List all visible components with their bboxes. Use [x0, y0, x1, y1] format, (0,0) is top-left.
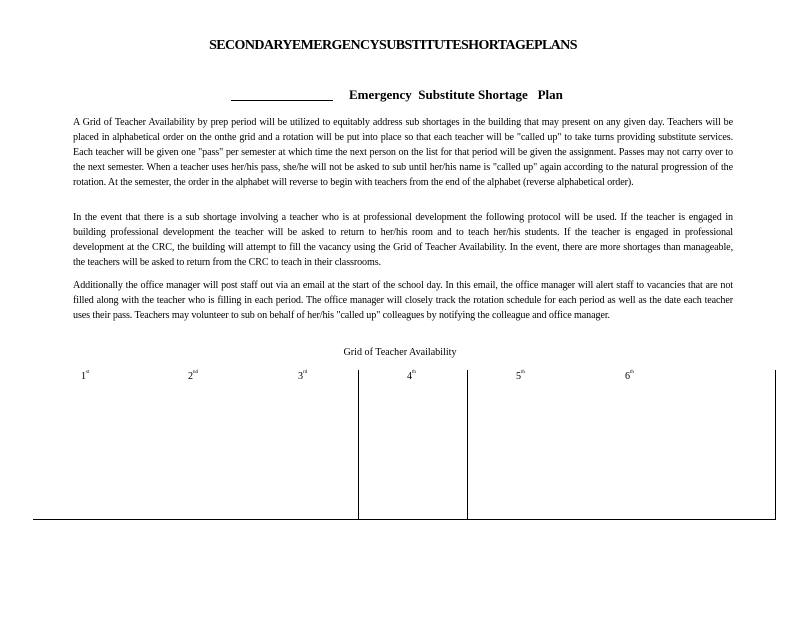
period-header-3: 3rd	[298, 370, 308, 382]
grid-bottom-border	[33, 519, 776, 520]
subheading	[0, 86, 800, 106]
period-header-1: 1st	[81, 370, 90, 382]
subheading-part2: Shortage Plan	[478, 87, 563, 102]
grid-divider	[358, 370, 359, 520]
paragraph-availability-grid: A Grid of Teacher Availability by prep period will be utilized to equitably address sub shortages in the building that may present on any given day. Teachers will be placed in alphabetical order on the onthe grid and a rotation will be put into place so that each teacher will be "called up" to take turns providing substitute services. Each teacher will be given one "pass" per semester at which time the next person on the list for that period will be given the assignment. Passes may not carry over to the next semester. When a teacher uses her/his pass, she/he will not be asked to sub until her/his name is "called up" again according to the natural progression of the rotation. At the semester, the order in the alphabet will reverse to begin with teachers from the end of the alphabet (reverse alphabetical order).	[73, 117, 733, 188]
grid-right-border	[775, 370, 776, 520]
grid-divider	[467, 370, 468, 520]
period-header-5: 5th	[516, 370, 525, 382]
teacher-availability-grid	[33, 370, 776, 520]
paragraph-professional-development: In the event that there is a sub shortage involving a teacher who is at professional development the following protocol will be used. If the teacher is engaged in building professional development the teacher will be asked to return to her/his room and to teach her/his students. If the teacher is engaged in professional development at the CRC, the building will attempt to fill the vacancy using the Grid of Teacher Availability. In the event, there are more shortages than manageable, the teachers will be asked to return from the CRC to teach in their classrooms.	[73, 212, 733, 268]
document-title: SECONDARYEMERGENCYSUBSTITUTESHORTAGEPLANS	[209, 38, 577, 53]
grid-caption: Grid of Teacher Availability	[343, 347, 457, 358]
period-header-2: 2nd	[188, 370, 199, 382]
paragraph-office-manager: Additionally the office manager will post staff out via an email at the start of the school day. In this email, the office manager will alert staff to vacancies that are not filled along with the teacher who is filling in each period. The office manager will closely track the rotation schedule for each period as well as the date each teacher uses their pass. Teachers may volunteer to sub on behalf of her/his "called up" colleagues by notifying the colleague and office manager.	[73, 280, 733, 321]
subheading-part1: Emergency Substitute	[349, 87, 475, 102]
blank-fill-line	[231, 100, 333, 101]
period-header-6: 6th	[625, 370, 634, 382]
period-header-4: 4th	[407, 370, 416, 382]
